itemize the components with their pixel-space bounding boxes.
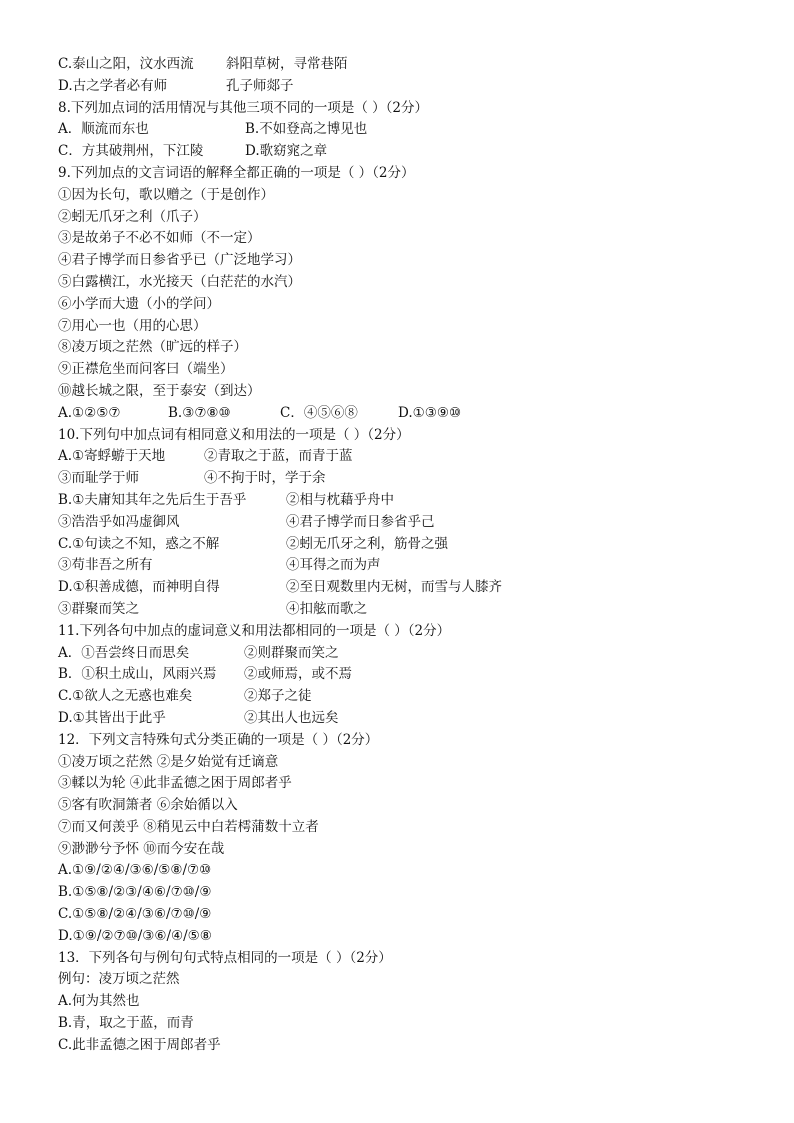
line-text: ③群聚而笑之 xyxy=(58,600,139,617)
text-line xyxy=(58,207,758,229)
line-text: B.①⑤⑧/②③/④⑥/⑦⑩/⑨ xyxy=(58,884,212,901)
text-line xyxy=(58,534,758,556)
text-line xyxy=(58,643,758,665)
text-line xyxy=(58,381,758,403)
text-line xyxy=(58,839,758,861)
text-line xyxy=(58,991,758,1013)
line-text-column: D.①③⑨⑩ xyxy=(398,404,462,421)
text-line xyxy=(58,185,758,207)
line-text: 9.下列加点的文言词语的解释全都正确的一项是（ ）（2分） xyxy=(58,164,415,181)
line-text: ③輮以为轮 ④此非孟德之困于周郎者乎 xyxy=(58,775,292,792)
line-text-column: ④扣舷而歌之 xyxy=(286,600,367,617)
text-line xyxy=(58,621,758,643)
text-line xyxy=(58,795,758,817)
line-text: 11.下列各句中加点的虚词意义和用法都相同的一项是（ ）（2分） xyxy=(58,622,451,639)
line-text: A.何为其然也 xyxy=(58,993,140,1010)
line-text-column: ④不拘于时，学于余 xyxy=(204,470,326,487)
line-text: ⑦用心一也（用的心思） xyxy=(58,317,207,334)
line-text: 12．下列文言特殊句式分类正确的一项是（ ）（2分） xyxy=(58,731,379,748)
line-text: ⑨渺渺兮予怀 ⑩而今安在哉 xyxy=(58,840,225,857)
text-line xyxy=(58,686,758,708)
text-line xyxy=(58,708,758,730)
line-text-column: ②相与枕藉乎舟中 xyxy=(286,491,394,508)
exam-page xyxy=(58,54,758,1057)
text-line xyxy=(58,1035,758,1057)
text-line xyxy=(58,577,758,599)
text-line xyxy=(58,316,758,338)
line-text: ⑥小学而大遗（小的学问） xyxy=(58,295,220,312)
line-text: ④君子博学而日参省乎已（广泛地学习） xyxy=(58,252,301,269)
text-line xyxy=(58,76,758,98)
line-text-column: B.不如登高之博见也 xyxy=(245,121,368,138)
line-text: C．方其破荆州，下江陵 xyxy=(58,143,204,160)
text-line xyxy=(58,773,758,795)
line-text-column: ②青取之于蓝，而青于蓝 xyxy=(204,448,353,465)
line-text: ⑨正襟危坐而问客曰（端坐） xyxy=(58,361,234,378)
text-line xyxy=(58,272,758,294)
line-text: C.此非孟德之困于周郎者乎 xyxy=(58,1036,221,1053)
text-line xyxy=(58,446,758,468)
line-text: A.①②⑤⑦ xyxy=(58,404,121,421)
line-text: A．①吾尝终日而思矣 xyxy=(58,644,190,661)
line-text: D.①积善成德，而神明自得 xyxy=(58,579,220,596)
text-line xyxy=(58,752,758,774)
text-line xyxy=(58,904,758,926)
line-text: B.青，取之于蓝，而青 xyxy=(58,1015,194,1032)
text-line xyxy=(58,664,758,686)
line-text: ⑤白露横江，水光接天（白茫茫的水汽） xyxy=(58,273,301,290)
text-line xyxy=(58,141,758,163)
line-text: ③苟非吾之所有 xyxy=(58,557,153,574)
line-text: ③是故弟子不必不如师（不一定） xyxy=(58,230,261,247)
text-line xyxy=(58,98,758,120)
line-text-column: C．④⑤⑥⑧ xyxy=(280,404,358,421)
text-line xyxy=(58,969,758,991)
line-text: ①凌万顷之茫然 ②是夕始觉有迁谪意 xyxy=(58,753,279,770)
text-line xyxy=(58,926,758,948)
text-line xyxy=(58,359,758,381)
text-line xyxy=(58,599,758,621)
line-text: C.泰山之阳，汶水西流 xyxy=(58,56,194,72)
line-text-column: ④耳得之而为声 xyxy=(286,557,381,574)
line-text-column: B.③⑦⑧⑩ xyxy=(168,404,231,421)
text-line xyxy=(58,882,758,904)
line-text: A.①寄蜉蝣于天地 xyxy=(58,448,166,465)
text-line xyxy=(58,425,758,447)
line-text: C.①欲人之无惑也难矣 xyxy=(58,688,193,705)
text-line xyxy=(58,817,758,839)
text-line xyxy=(58,555,758,577)
line-text-column: 斜阳草树，寻常巷陌 xyxy=(226,56,348,72)
text-line xyxy=(58,1013,758,1035)
line-text: A.①⑨/②④/③⑥/⑤⑧/⑦⑩ xyxy=(58,862,212,879)
line-text-column: ②或师焉，或不焉 xyxy=(244,666,352,683)
text-line xyxy=(58,163,758,185)
line-text-column: ②其出人也远矣 xyxy=(244,709,339,726)
text-line xyxy=(58,490,758,512)
line-text: B．①积土成山，风雨兴焉 xyxy=(58,666,217,683)
text-line xyxy=(58,730,758,752)
text-line xyxy=(58,948,758,970)
line-text: 8.下列加点词的活用情况与其他三项不同的一项是（ ）（2分） xyxy=(58,99,429,116)
line-text: ⑧凌万顷之茫然（旷远的样子） xyxy=(58,339,247,356)
line-text: ③而耻学于师 xyxy=(58,470,139,487)
text-line xyxy=(58,512,758,534)
line-text-column: ②蚓无爪牙之利，筋骨之强 xyxy=(286,535,448,552)
line-text: ⑦而又何羡乎 ⑧稍见云中白若樗蒲数十立者 xyxy=(58,818,319,835)
text-line xyxy=(58,54,758,76)
line-text: ③浩浩乎如冯虚御风 xyxy=(58,513,180,530)
text-line xyxy=(58,403,758,425)
line-text-column: ④君子博学而日参省乎己 xyxy=(286,513,435,530)
line-text: ①因为长句，歌以赠之（于是创作） xyxy=(58,186,274,203)
text-line xyxy=(58,294,758,316)
line-text: C.①⑤⑧/②④/③⑥/⑦⑩/⑨ xyxy=(58,906,212,923)
text-line xyxy=(58,860,758,882)
line-text-column: D.歌窈窕之章 xyxy=(245,143,328,160)
line-text-column: ②至日观数里内无树，而雪与人膝齐 xyxy=(286,579,502,596)
line-text: 例句：凌万顷之茫然 xyxy=(58,971,180,988)
line-text-column: ②则群聚而笑之 xyxy=(244,644,339,661)
line-text: ⑩越长城之限，至于泰安（到达） xyxy=(58,382,261,399)
text-line xyxy=(58,119,758,141)
text-line xyxy=(58,337,758,359)
line-text-column: 孔子师郯子 xyxy=(226,77,294,94)
text-line xyxy=(58,250,758,272)
line-text: C.①句读之不知，惑之不解 xyxy=(58,535,220,552)
line-text: A．顺流而东也 xyxy=(58,121,149,138)
line-text: 13．下列各句与例句句式特点相同的一项是（ ）（2分） xyxy=(58,949,392,966)
line-text-column: ②郑子之徒 xyxy=(244,688,312,705)
text-line xyxy=(58,228,758,250)
line-text: B.①夫庸知其年之先后生于吾乎 xyxy=(58,491,247,508)
line-text: ⑤客有吹洞箫者 ⑥余始循以入 xyxy=(58,797,238,814)
line-text: D.①其皆出于此乎 xyxy=(58,709,166,726)
line-text: D.古之学者必有师 xyxy=(58,77,168,94)
line-text: ②蚓无爪牙之利（爪子） xyxy=(58,208,207,225)
line-text: D.①⑨/②⑦⑩/③⑥/④/⑤⑧ xyxy=(58,927,212,944)
line-text: 10.下列句中加点词有相同意义和用法的一项是（ ）（2分） xyxy=(58,426,410,443)
text-line xyxy=(58,468,758,490)
